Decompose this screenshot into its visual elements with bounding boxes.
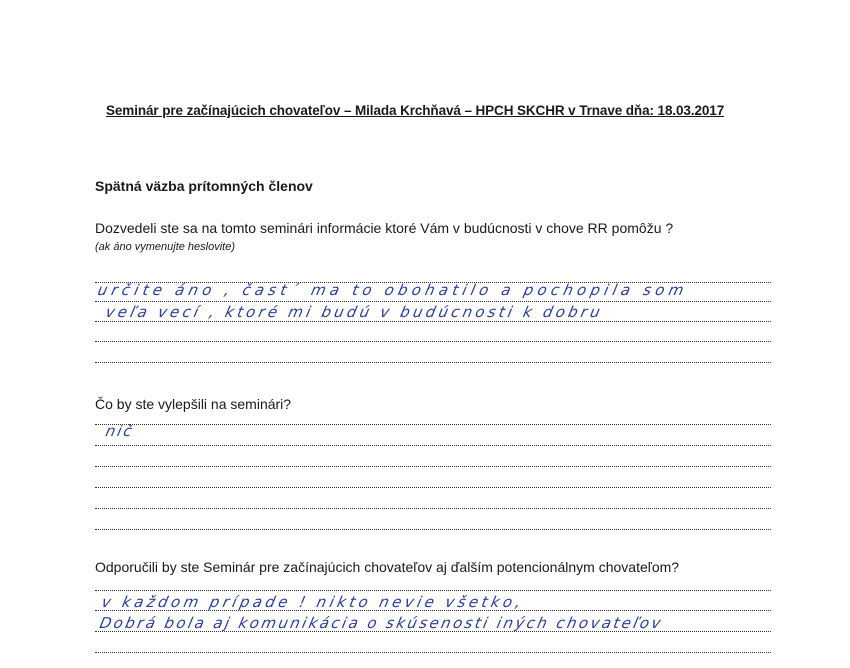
question-2-text: Čo by ste vylepšili na seminári? <box>95 396 292 412</box>
answer-line <box>95 301 771 302</box>
answer-line <box>95 529 771 530</box>
answer-line <box>95 508 771 509</box>
answer-line <box>95 590 771 591</box>
answer-line <box>95 424 771 425</box>
question-1-answer-line-1: určite áno , čast´ ma to obohatilo a pochopila som <box>96 281 690 299</box>
answer-line <box>95 487 771 488</box>
answer-line <box>95 341 771 342</box>
question-1-answer-line-2: veľa vecí , ktoré mi budú v budúcnosti k dobru <box>104 303 605 321</box>
section-heading: Spätná väzba prítomných členov <box>95 178 313 194</box>
answer-line <box>95 321 771 322</box>
question-1-hint: (ak áno vymenujte heslovite) <box>95 241 236 253</box>
answer-line <box>95 445 771 446</box>
document-title: Seminár pre začínajúcich chovateľov – Milada Krchňavá – HPCH SKCHR v Trnave dňa: 18.03.2017 <box>106 103 725 118</box>
question-3-answer-line-1: v každom prípade ! nikto nevie všetko, <box>100 593 526 611</box>
answer-line <box>95 362 771 363</box>
question-2-answer-line-1: nič <box>104 422 136 440</box>
question-3-text: Odporučili by ste Seminár pre začínajúcich chovateľov aj ďalším potencionálnym chovateľom? <box>95 559 680 575</box>
question-1-text: Dozvedeli ste sa na tomto seminári informácie ktoré Vám v budúcnosti v chove RR pomôžu ? <box>95 220 674 236</box>
question-3-answer-line-2: Dobrá bola aj komunikácia o skúsenosti iných chovateľov <box>98 614 665 632</box>
answer-line <box>95 466 771 467</box>
answer-line <box>95 652 771 653</box>
